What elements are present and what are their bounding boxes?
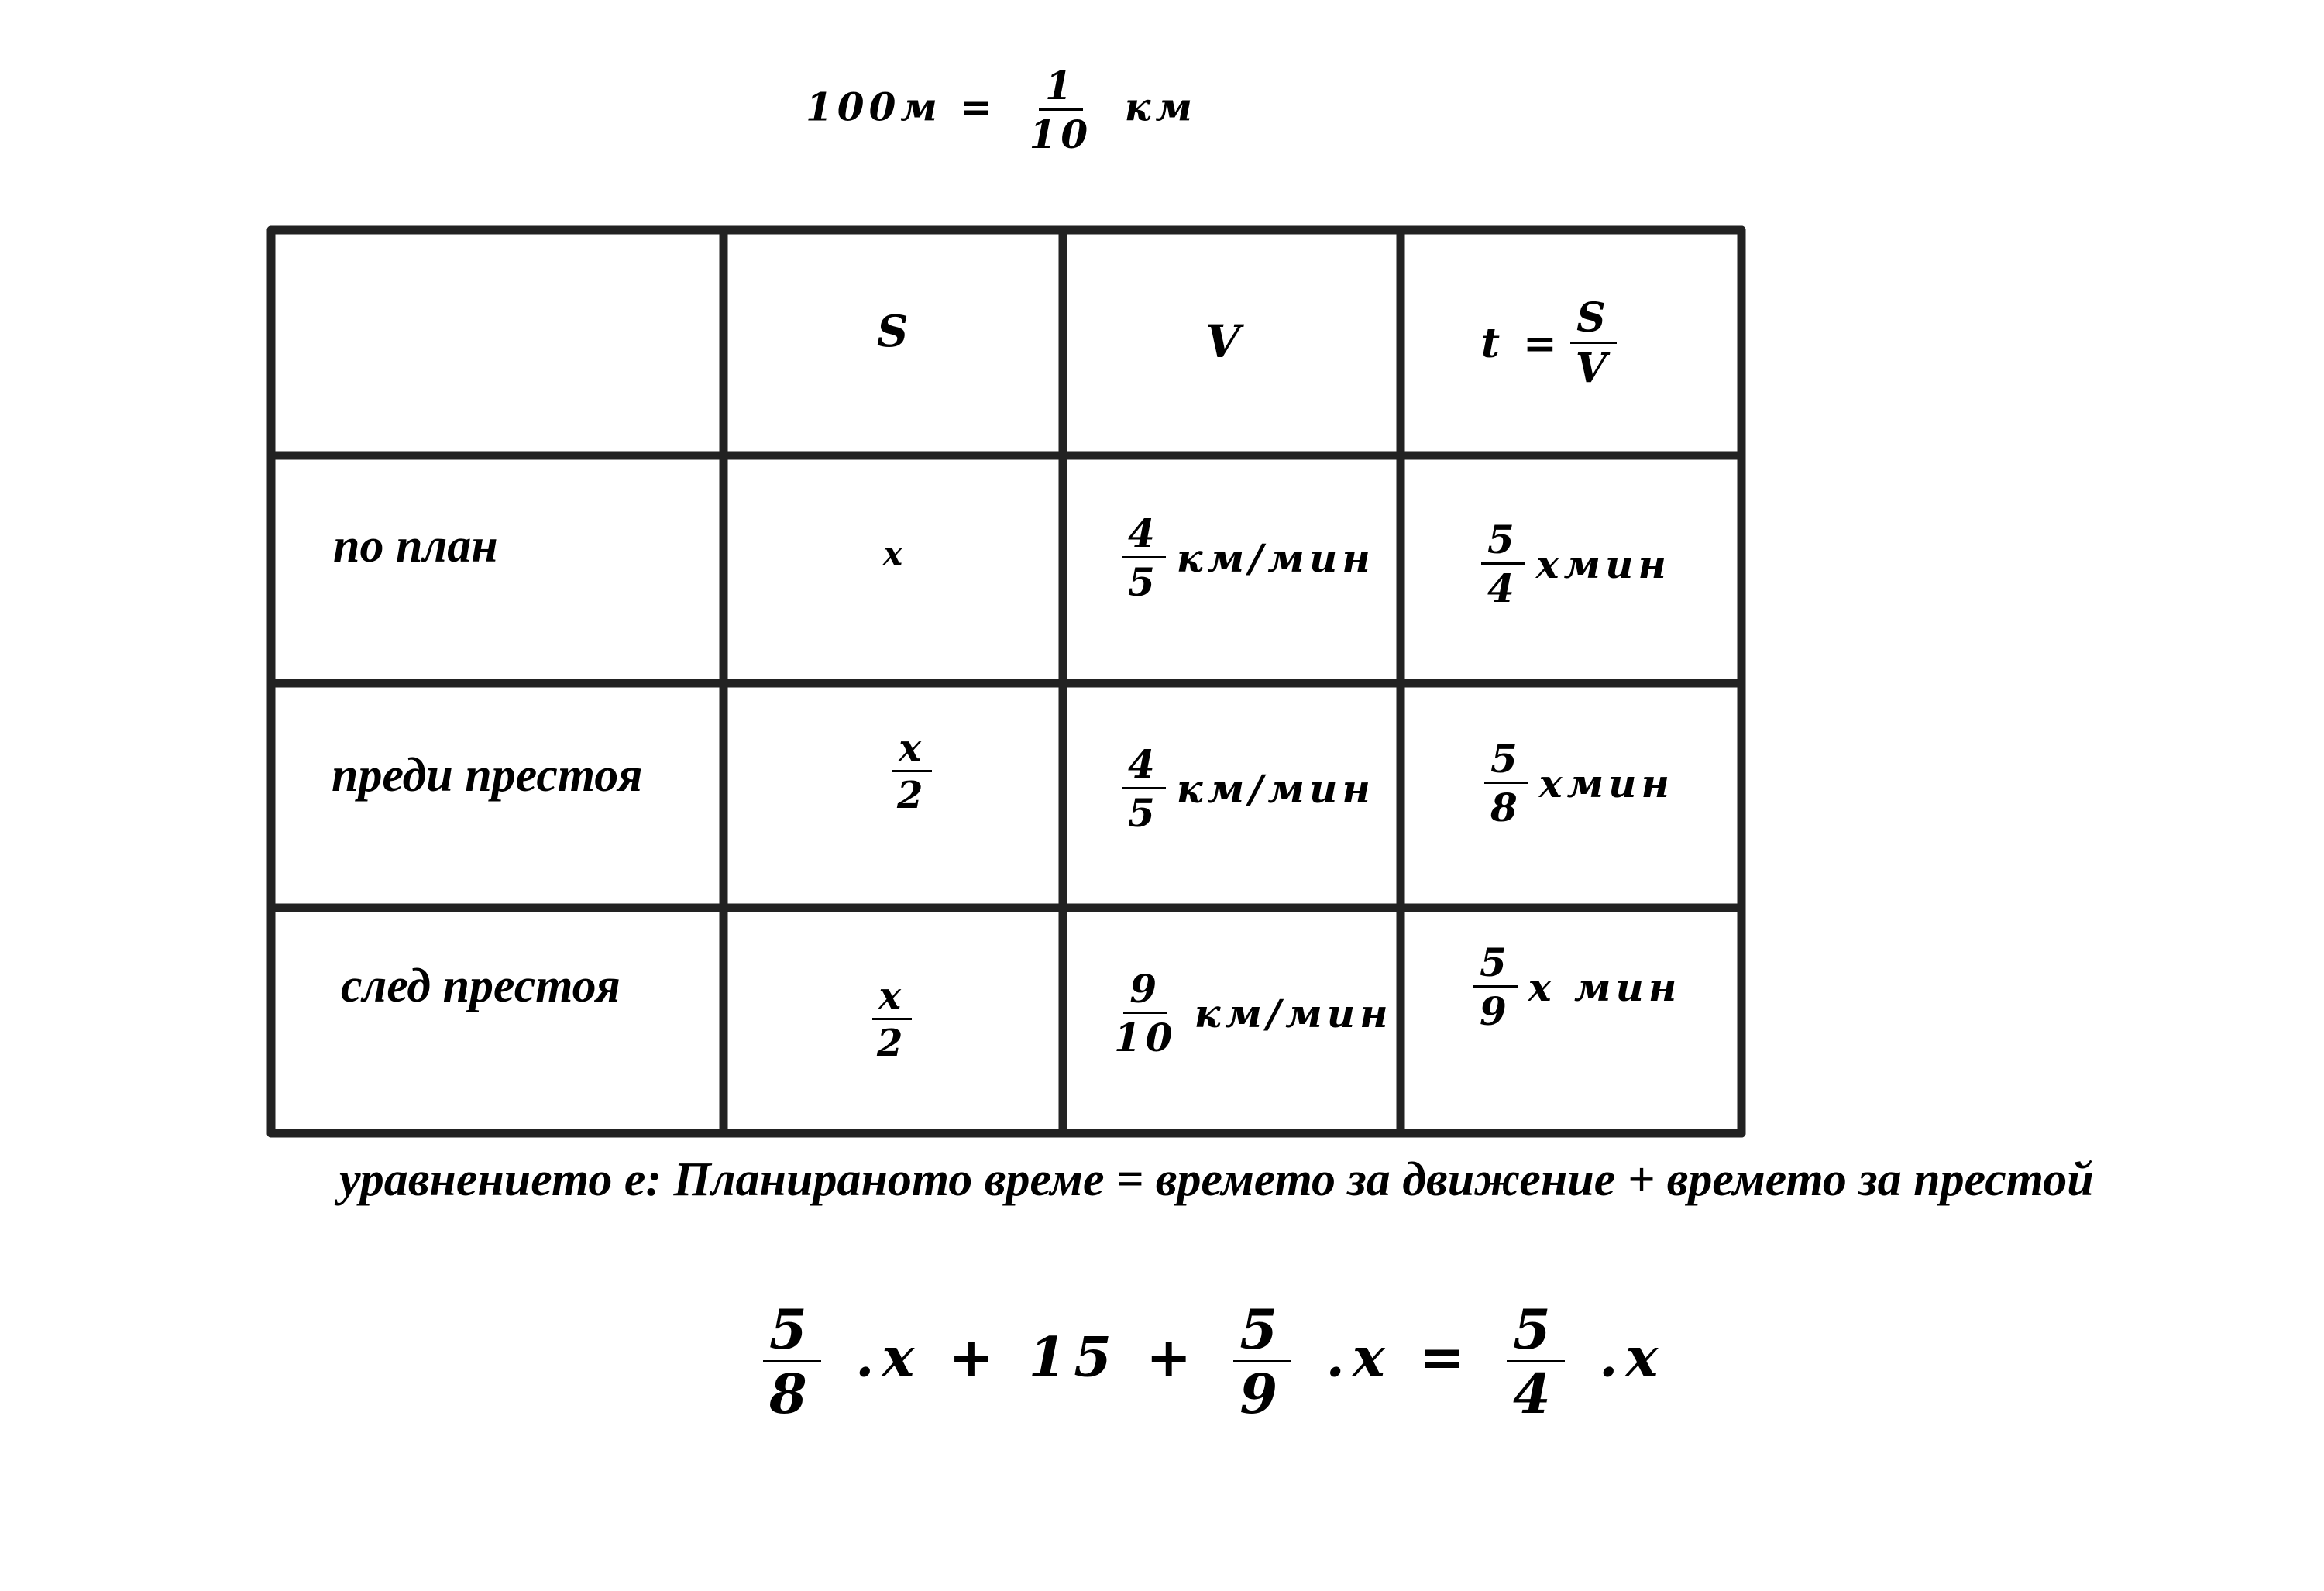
row3-s-numerator: x bbox=[872, 978, 912, 1020]
equation-statement: уравнението е: Планираното време = времето за движение + времето за престой bbox=[339, 1153, 2094, 1206]
row2-s-denominator: 2 bbox=[897, 774, 928, 817]
term3-denominator: 4 bbox=[1513, 1362, 1559, 1426]
term1-numerator: 5 bbox=[763, 1303, 821, 1362]
final-equation bbox=[755, 1297, 1666, 1426]
term2-denominator: 9 bbox=[1239, 1362, 1286, 1426]
conversion-denominator: 10 bbox=[1029, 112, 1093, 157]
term3-numerator: 5 bbox=[1507, 1303, 1565, 1362]
row3-v bbox=[1100, 966, 1393, 1060]
row3-t-numerator: 5 bbox=[1473, 943, 1518, 988]
row2-s-fraction bbox=[891, 727, 933, 817]
header-t-lhs: t = bbox=[1481, 320, 1562, 367]
term2-tail: .x = bbox=[1325, 1325, 1473, 1390]
header-t-numerator: S bbox=[1570, 298, 1617, 344]
row3-s bbox=[863, 974, 921, 1065]
row1-s bbox=[883, 534, 907, 572]
row1-s-text: x bbox=[883, 534, 908, 572]
term1-denominator: 8 bbox=[769, 1362, 815, 1426]
header-v-text: V bbox=[1205, 315, 1246, 368]
term3-tail: .x bbox=[1599, 1325, 1666, 1390]
header-t-denominator: V bbox=[1575, 345, 1612, 392]
row-label-plan bbox=[333, 519, 498, 574]
row2-t bbox=[1477, 736, 1674, 830]
row3-t-unit: x мин bbox=[1528, 964, 1682, 1010]
row1-v bbox=[1114, 510, 1375, 605]
row3-v-fraction bbox=[1108, 966, 1184, 1060]
row2-v-fraction bbox=[1122, 741, 1166, 836]
row1-t-unit: xмин bbox=[1535, 541, 1671, 587]
row1-v-numerator: 4 bbox=[1122, 514, 1166, 558]
row-label-text: преди престоя bbox=[332, 749, 643, 802]
header-s-text: S bbox=[877, 306, 913, 357]
row2-t-fraction bbox=[1484, 736, 1528, 830]
row2-v bbox=[1114, 741, 1375, 836]
row2-v-unit: км/мин bbox=[1176, 766, 1375, 812]
term1-fraction bbox=[763, 1297, 821, 1426]
term2-numerator: 5 bbox=[1233, 1303, 1291, 1362]
header-t-fraction bbox=[1569, 294, 1618, 392]
row3-v-denominator: 10 bbox=[1114, 1015, 1177, 1060]
header-v bbox=[1205, 315, 1245, 368]
row2-v-numerator: 4 bbox=[1122, 745, 1166, 789]
term3-fraction bbox=[1507, 1297, 1565, 1426]
header-t bbox=[1481, 294, 1625, 392]
row3-s-denominator: 2 bbox=[877, 1022, 908, 1065]
row1-t-denominator: 4 bbox=[1487, 565, 1519, 611]
row1-t-fraction bbox=[1481, 517, 1525, 611]
row-label-text: след престоя bbox=[341, 960, 621, 1012]
row2-t-denominator: 8 bbox=[1490, 785, 1522, 830]
row3-t-denominator: 9 bbox=[1480, 988, 1511, 1034]
row2-t-unit: xмин bbox=[1538, 761, 1674, 806]
row3-v-unit: км/мин bbox=[1194, 991, 1393, 1036]
row2-t-numerator: 5 bbox=[1484, 740, 1528, 784]
row1-v-fraction bbox=[1122, 510, 1166, 605]
row1-v-denominator: 5 bbox=[1128, 559, 1160, 605]
row2-v-denominator: 5 bbox=[1128, 790, 1160, 836]
conversion-unit: км bbox=[1124, 84, 1198, 130]
row1-t bbox=[1473, 517, 1671, 611]
row-label-after bbox=[341, 959, 621, 1014]
row1-t-numerator: 5 bbox=[1481, 521, 1525, 565]
row-label-before bbox=[332, 748, 642, 803]
term1-tail: .x + 15 + bbox=[855, 1325, 1200, 1390]
row3-v-numerator: 9 bbox=[1123, 970, 1167, 1014]
conversion-numerator: 1 bbox=[1039, 67, 1083, 111]
row3-t bbox=[1466, 940, 1682, 1034]
header-s bbox=[877, 306, 913, 357]
term2-fraction bbox=[1233, 1297, 1291, 1426]
row3-s-fraction bbox=[871, 974, 913, 1065]
row3-t-fraction bbox=[1473, 940, 1518, 1034]
row2-s bbox=[883, 727, 941, 817]
row2-s-numerator: x bbox=[892, 730, 932, 772]
conversion-lhs: 100м = bbox=[806, 84, 998, 130]
row-label-text: по план bbox=[333, 520, 498, 572]
row1-v-unit: км/мин bbox=[1176, 535, 1375, 581]
